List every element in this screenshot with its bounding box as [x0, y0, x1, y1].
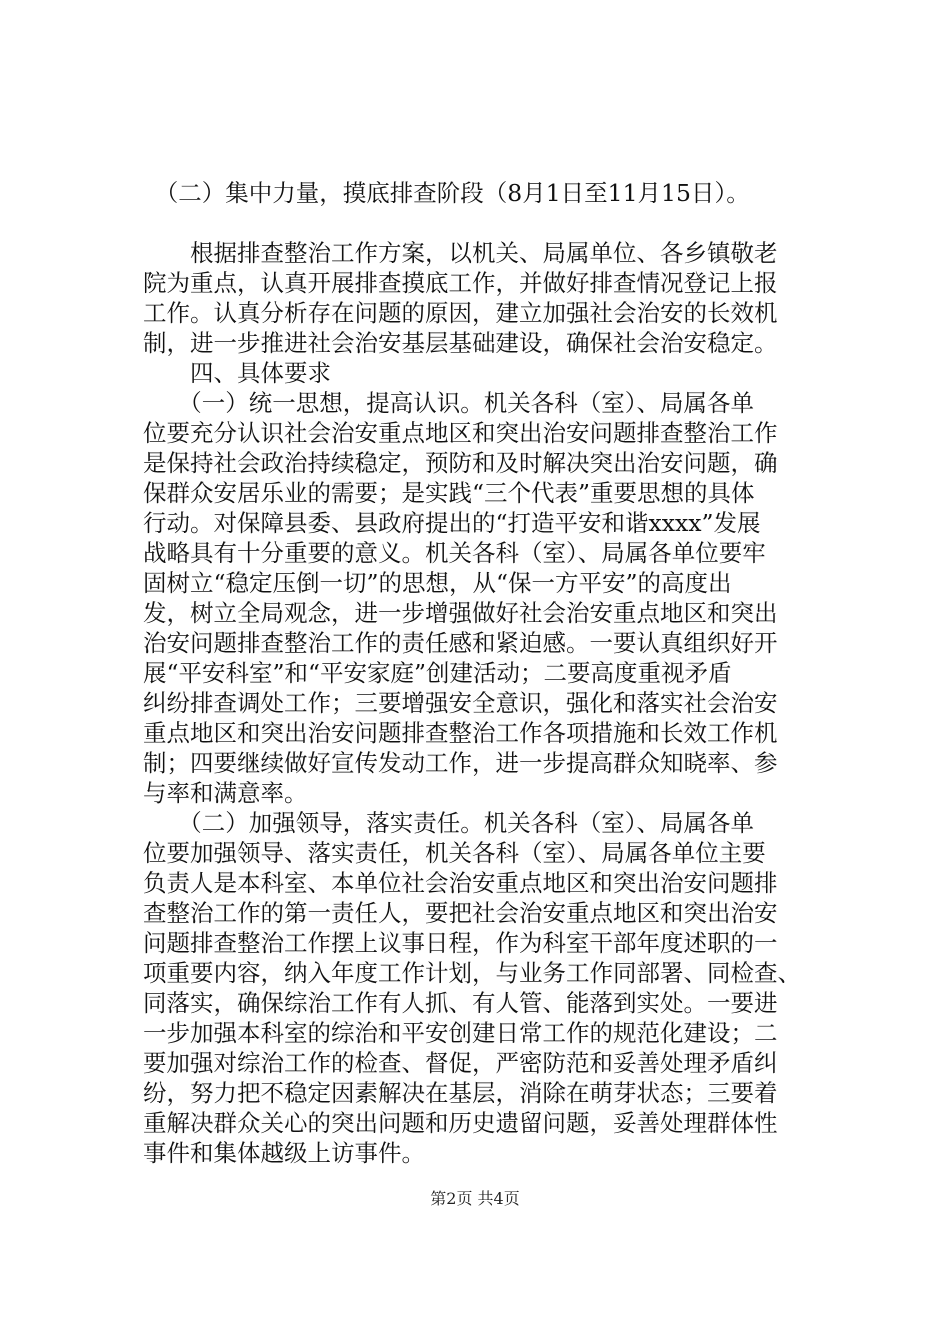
paragraph-line: 治安问题排查整治工作的责任感和紧迫感。一要认真组织好开	[143, 629, 778, 657]
paragraph-line: 负责人是本科室、本单位社会治安重点地区和突出治安问题排	[143, 869, 778, 897]
paragraph-line: 查整治工作的第一责任人，要把社会治安重点地区和突出治安	[143, 899, 778, 927]
paragraph-line: 制，进一步推进社会治安基层基础建设，确保社会治安稳定。	[143, 329, 778, 357]
paragraph-line: 制；四要继续做好宣传发动工作，进一步提高群众知晓率、参	[143, 749, 778, 777]
paragraph-line: 问题排查整治工作摆上议事日程，作为科室干部年度述职的一	[143, 929, 778, 957]
paragraph-line: 行动。对保障县委、县政府提出的“打造平安和谐xxxx”发展	[143, 509, 761, 537]
paragraph-line: 重点地区和突出治安问题排查整治工作各项措施和长效工作机	[143, 719, 778, 747]
paragraph-line: 是保持社会政治持续稳定，预防和及时解决突出治安问题，确	[143, 449, 778, 477]
paragraph-line: 保群众安居乐业的需要；是实践“三个代表”重要思想的具体	[143, 479, 755, 507]
paragraph-line: 一步加强本科室的综治和平安创建日常工作的规范化建设；二	[143, 1019, 778, 1047]
paragraph-line: 位要充分认识社会治安重点地区和突出治安问题排查整治工作	[143, 419, 778, 447]
paragraph-line: （一）统一思想，提高认识。机关各科（室）、局属各单	[143, 389, 754, 417]
page-number-footer: 第2页 共4页	[430, 1189, 520, 1208]
paragraph-line: 纷，努力把不稳定因素解决在基层，消除在萌芽状态；三要着	[143, 1079, 778, 1107]
paragraph-line: 要加强对综治工作的检查、督促，严密防范和妥善处理矛盾纠	[143, 1049, 778, 1077]
paragraph-line: 与率和满意率。	[143, 779, 308, 807]
paragraph-line: 院为重点，认真开展排查摸底工作，并做好排查情况登记上报	[143, 269, 778, 297]
section-heading-phase-two: （二）集中力量，摸底排查阶段（8月1日至11月15日）。	[143, 179, 750, 207]
paragraph-line: 发，树立全局观念，进一步增强做好社会治安重点地区和突出	[143, 599, 778, 627]
paragraph-line: 展“平安科室”和“平安家庭”创建活动；二要高度重视矛盾	[143, 659, 732, 687]
section-heading-requirements: 四、具体要求	[143, 359, 331, 387]
paragraph-line: 重解决群众关心的突出问题和历史遗留问题，妥善处理群体性	[143, 1109, 778, 1137]
paragraph-line: 工作。认真分析存在问题的原因，建立加强社会治安的长效机	[143, 299, 778, 327]
paragraph-line: （二）加强领导，落实责任。机关各科（室）、局属各单	[143, 809, 754, 837]
paragraph-line: 同落实，确保综治工作有人抓、有人管、能落到实处。一要进	[143, 989, 778, 1017]
paragraph-line: 根据排查整治工作方案，以机关、局属单位、各乡镇敬老	[143, 239, 778, 267]
paragraph-line: 纠纷排查调处工作；三要增强安全意识，强化和落实社会治安	[143, 689, 778, 717]
paragraph-line: 战略具有十分重要的意义。机关各科（室）、局属各单位要牢	[143, 539, 766, 567]
paragraph-line: 项重要内容，纳入年度工作计划，与业务工作同部署、同检查、	[143, 959, 801, 987]
paragraph-line: 位要加强领导、落实责任，机关各科（室）、局属各单位主要	[143, 839, 766, 867]
paragraph-line: 事件和集体越级上访事件。	[143, 1139, 425, 1167]
paragraph-line: 固树立“稳定压倒一切”的思想，从“保一方平安”的高度出	[143, 569, 732, 597]
